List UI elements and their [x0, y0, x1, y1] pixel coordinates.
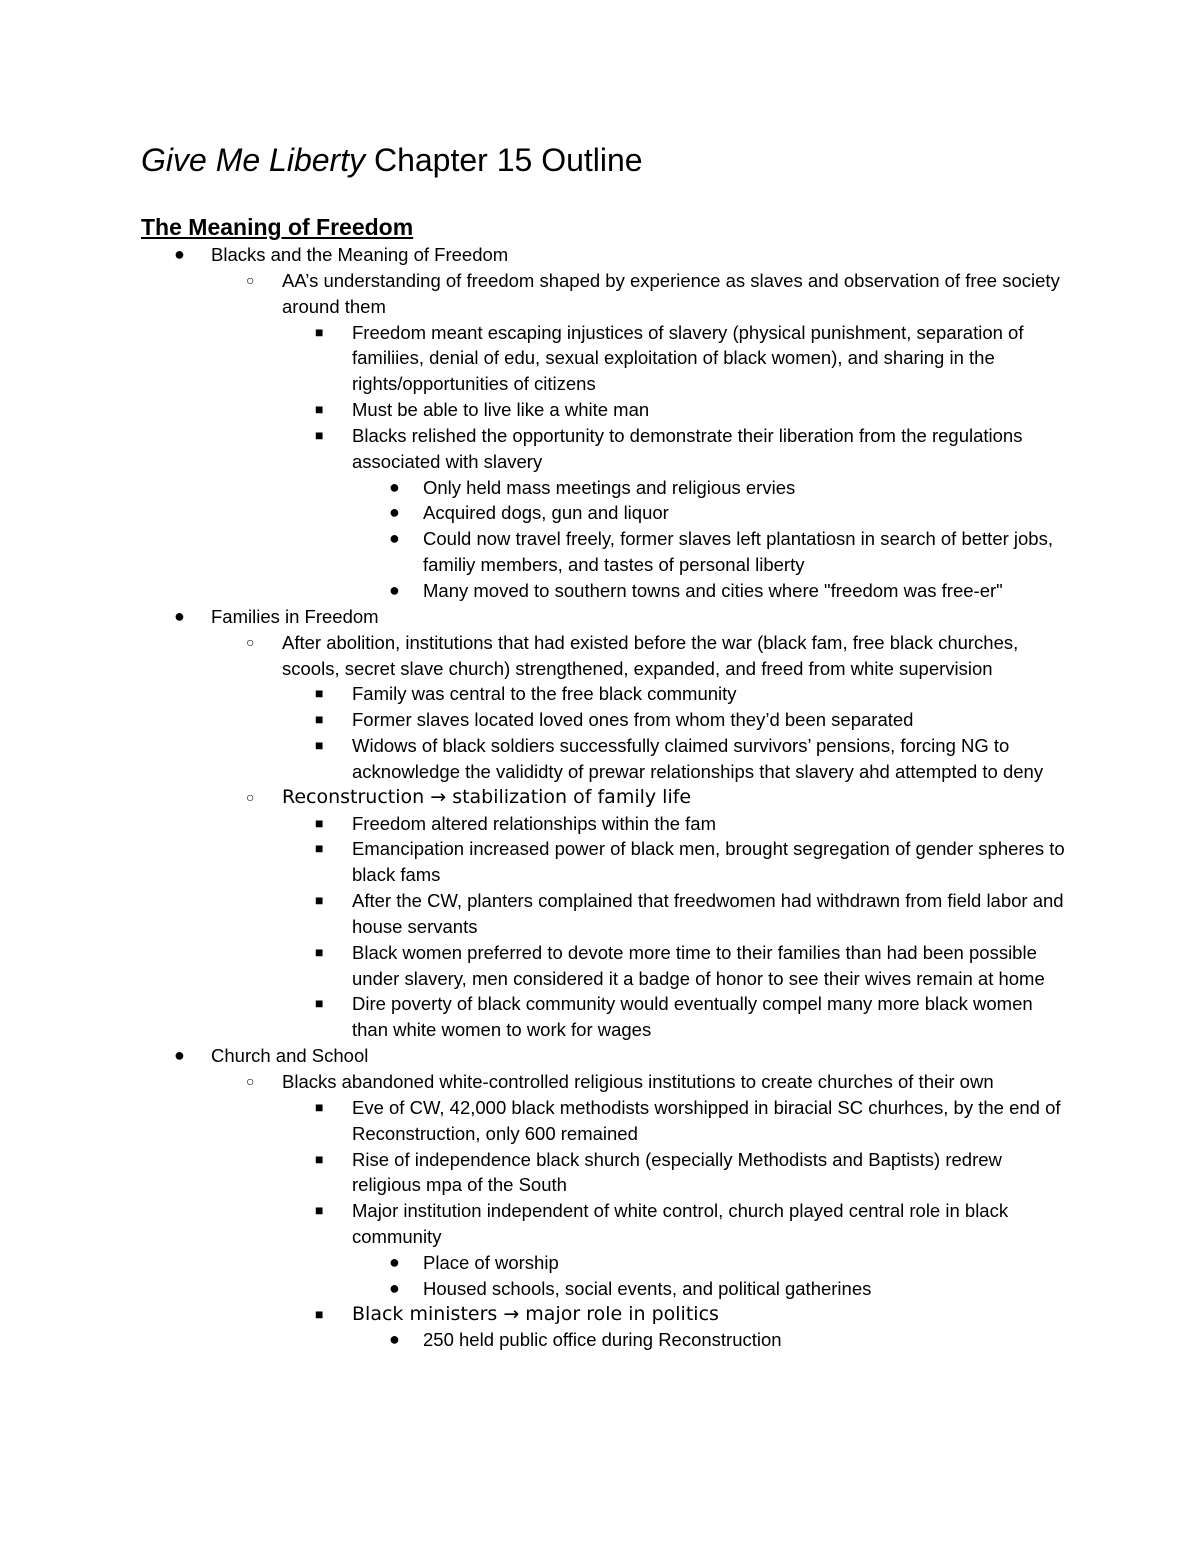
outline-item	[0, 811, 1200, 837]
bullet-level-3-icon: ■	[315, 814, 324, 831]
bullet-level-4-icon: ●	[389, 1277, 400, 1298]
outline-item	[0, 940, 1200, 992]
outline-item	[0, 1043, 1200, 1069]
bullet-level-3-icon: ■	[315, 737, 324, 754]
outline-item-text: AA’s understanding of freedom shaped by experience as slaves and observation of free society around them	[282, 269, 1060, 317]
bullet-level-3-icon: ■	[315, 426, 324, 443]
outline-item	[0, 423, 1200, 475]
bullet-level-4-icon: ●	[389, 1329, 400, 1350]
outline-item	[0, 242, 1200, 268]
bullet-level-1-icon: ●	[174, 605, 185, 626]
title-italic-part: Give Me Liberty	[141, 142, 366, 178]
outline-item-text: Eve of CW, 42,000 black methodists worshipped in biracial SC churhces, by the end of Reconstruction, only 600 remained	[352, 1096, 1061, 1144]
outline-item-text: Dire poverty of black community would eventually compel many more black women than white women to work for wages	[352, 993, 1033, 1041]
outline-item	[0, 888, 1200, 940]
outline-item-text: After the CW, planters complained that freedwomen had withdrawn from field labor and house servants	[352, 890, 1064, 937]
bullet-level-2-icon: ○	[246, 271, 255, 288]
bullet-level-4-icon: ●	[389, 528, 400, 549]
bullet-level-2-icon: ○	[246, 788, 255, 805]
bullet-level-4-icon: ●	[389, 579, 400, 600]
outline-item	[0, 268, 1200, 320]
outline-item-text: Widows of black soldiers successfully claimed survivors’ pensions, forcing NG to acknowledge the valididty of prewar relationships that slavery ahd attempted to deny	[352, 735, 1044, 782]
bullet-level-3-icon: ■	[315, 840, 324, 857]
outline-item-text: Many moved to southern towns and cities where "freedom was free-er"	[423, 579, 1003, 601]
outline-item-text: Could now travel freely, former slaves left plantatiosn in search of better jobs, familiy members, and tastes of personal liberty	[423, 528, 1053, 576]
outline-item-text: Family was central to the free black community	[352, 683, 737, 705]
outline-item-text: Acquired dogs, gun and liquor	[423, 502, 669, 524]
outline-item-text: Black ministers → major role in politics	[352, 1302, 719, 1325]
outline-item-text: Emancipation increased power of black men, brought segregation of gender spheres to black fams	[352, 838, 1065, 886]
bullet-level-3-icon: ■	[315, 1098, 324, 1115]
title-rest-part: Chapter 15 Outline	[365, 142, 643, 178]
outline-item	[0, 500, 1200, 526]
outline-item-text: Families in Freedom	[211, 605, 379, 627]
bullet-level-4-icon: ●	[389, 476, 400, 497]
outline-item	[0, 1198, 1200, 1250]
outline-item-text: Church and School	[211, 1045, 369, 1067]
outline-item	[0, 1095, 1200, 1147]
outline-list	[0, 242, 1200, 1353]
outline-item-text: Must be able to live like a white man	[352, 399, 650, 421]
outline-item	[0, 604, 1200, 630]
bullet-level-4-icon: ●	[389, 1251, 400, 1272]
outline-item-text: Housed schools, social events, and political gatherines	[423, 1277, 872, 1299]
bullet-level-3-icon: ■	[315, 1305, 324, 1322]
bullet-level-3-icon: ■	[315, 401, 324, 418]
outline-item	[0, 991, 1200, 1043]
outline-item	[0, 630, 1200, 682]
outline-item	[0, 578, 1200, 604]
outline-item	[0, 1147, 1200, 1199]
outline-item-text: Former slaves located loved ones from whom they’d been separated	[352, 709, 914, 731]
outline-item	[0, 681, 1200, 707]
outline-item	[0, 526, 1200, 578]
bullet-level-3-icon: ■	[315, 1202, 324, 1219]
bullet-level-1-icon: ●	[174, 244, 185, 264]
bullet-level-3-icon: ■	[315, 892, 324, 909]
bullet-level-3-icon: ■	[315, 943, 324, 960]
outline-item	[0, 1276, 1200, 1302]
outline-item-text: Place of worship	[423, 1251, 559, 1273]
bullet-level-4-icon: ●	[389, 502, 400, 523]
outline-item-text: 250 held public office during Reconstruction	[423, 1329, 782, 1351]
outline-item-text: Freedom altered relationships within the fam	[352, 812, 717, 834]
outline-item-text: Reconstruction → stabilization of family life	[282, 785, 692, 808]
outline-item-text: Major institution independent of white control, church played central role in black community	[352, 1200, 1009, 1248]
outline-item	[0, 785, 1200, 811]
bullet-level-3-icon: ■	[315, 711, 324, 728]
outline-item-text: Black women preferred to devote more time to their families than had been possible under slavery, men considered it a badge of honor to see their wives remain at home	[352, 941, 1045, 989]
bullet-level-2-icon: ○	[246, 633, 255, 650]
bullet-level-3-icon: ■	[315, 1150, 324, 1167]
outline-item	[0, 733, 1200, 785]
outline-item-text: Blacks relished the opportunity to demonstrate their liberation from the regulations associated with slavery	[352, 424, 1023, 472]
outline-item	[0, 1327, 1200, 1353]
outline-item	[0, 320, 1200, 398]
outline-item	[0, 1250, 1200, 1276]
outline-item-text: Blacks and the Meaning of Freedom	[211, 244, 509, 265]
bullet-level-2-icon: ○	[246, 1073, 255, 1089]
outline-item	[0, 1302, 1200, 1328]
bullet-level-1-icon: ●	[174, 1045, 185, 1066]
bullet-level-3-icon: ■	[315, 685, 324, 702]
outline-item-text: Only held mass meetings and religious ervies	[423, 476, 796, 498]
section-heading: The Meaning of Freedom	[141, 214, 414, 240]
outline-item	[0, 707, 1200, 733]
outline-item	[0, 1069, 1200, 1095]
outline-item	[0, 397, 1200, 423]
outline-item-text: Rise of independence black shurch (especially Methodists and Baptists) redrew religious mpa of the South	[352, 1148, 1002, 1196]
outline-item-text: Blacks abandoned white-controlled religious institutions to create churches of their own	[282, 1071, 994, 1092]
outline-item	[0, 475, 1200, 501]
outline-item	[0, 836, 1200, 888]
bullet-level-3-icon: ■	[315, 323, 324, 340]
outline-item-text: Freedom meant escaping injustices of slavery (physical punishment, separation of familiies, denial of edu, sexual exploitation of black women), and sharing in the rights/opportunities of citizens	[352, 321, 1024, 395]
document-title	[141, 138, 643, 182]
bullet-level-3-icon: ■	[315, 995, 324, 1012]
outline-item-text: After abolition, institutions that had existed before the war (black fam, free black churches, scools, secret slave church) strengthened, expanded, and freed from white supervision	[282, 631, 1019, 679]
